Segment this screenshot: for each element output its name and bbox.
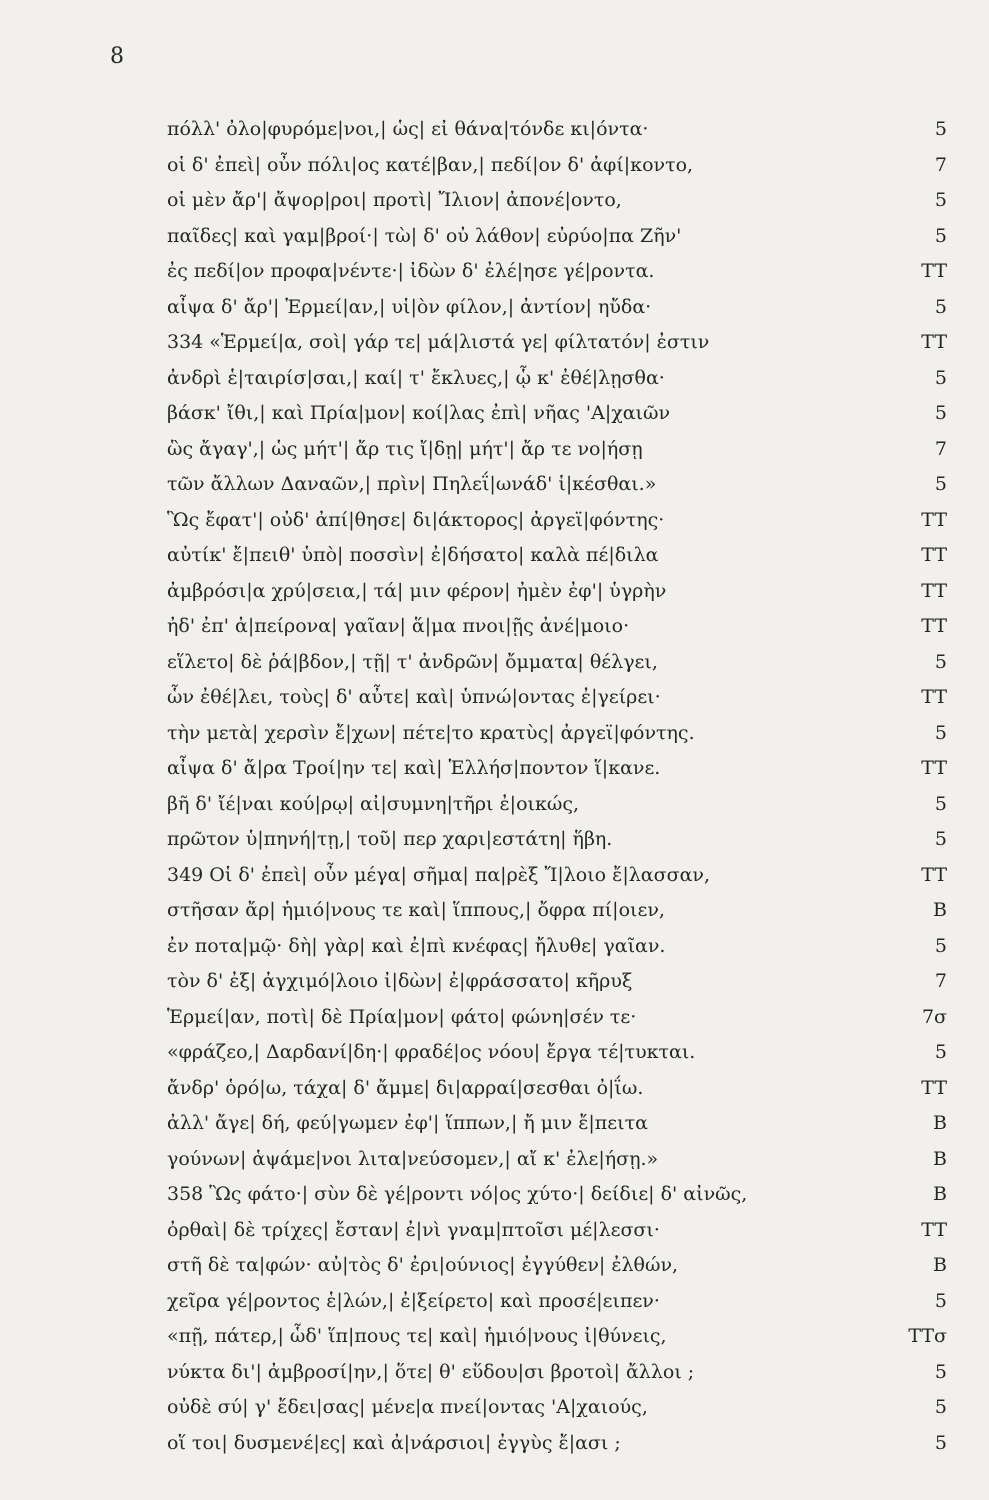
verse-line	[167, 1035, 947, 1071]
verse-text: ὧν ἐθέ|λει, τοὺς| δ' αὖτε| καὶ| ὑπνώ|οντας ἐ|γείρει·	[167, 686, 661, 708]
verse-text: ἄνδρ' ὁρό|ω, τάχα| δ' ἄμμε| δι|αρραί|σεσθαι ὀ|ΐω.	[167, 1076, 644, 1099]
meter-mark: TT	[921, 757, 947, 779]
verse-text: ἐς πεδί|ον προφα|νέντε·| ἰδὼν δ' ἐλέ|ησε γέ|ροντα.	[167, 260, 655, 282]
verse-line	[167, 467, 947, 503]
meter-mark: TTσ	[908, 1325, 947, 1347]
meter-mark: 7	[934, 437, 947, 460]
meter-mark: TT	[921, 331, 947, 353]
meter-mark: TT	[921, 615, 947, 637]
verse-line	[167, 325, 947, 361]
verse-text: χεῖρα γέ|ροντος ἑ|λών,| ἐ|ξείρετο| καὶ προσέ|ειπεν·	[167, 1289, 660, 1312]
meter-mark: 5	[934, 402, 947, 424]
verse-text: αἶψα δ' ἄρ'| Ἑρμεί|αν,| υἱ|ὸν φίλον,| ἀντίον| ηὔδα·	[167, 295, 652, 318]
verse-text: ἠδ' ἐπ' ἀ|πείρονα| γαῖαν| ἅ|μα πνοι|ῇς ἀνέ|μοιο·	[167, 615, 630, 637]
meter-mark: 5	[934, 1041, 947, 1063]
verse-text: νύκτα δι'| ἀμβροσί|ην,| ὅτε| θ' εὕδου|σι βροτοὶ| ἄλλοι ;	[167, 1360, 695, 1383]
verse-text: 334 «Ἑρμεί|α, σοὶ| γάρ τε| μά|λιστά γε| φίλτατόν| ἐστιν	[167, 331, 710, 353]
page-number: 8	[110, 44, 124, 69]
meter-mark: 7σ	[921, 1005, 947, 1028]
meter-mark: 5	[934, 1396, 947, 1418]
meter-mark: 7	[934, 153, 947, 176]
verse-text: τῶν ἄλλων Δαναῶν,| πρὶν| Πηλεΐ|ωνάδ' ἱ|κέσθαι.»	[167, 473, 657, 495]
meter-mark: 5	[934, 721, 947, 744]
verse-block	[167, 112, 947, 1461]
meter-mark: B	[933, 1147, 947, 1170]
verse-text: στῆσαν ἄρ| ἡμιό|νους τε καὶ| ἵππους,| ὄφρα πί|οιεν,	[167, 899, 665, 921]
verse-line	[167, 1177, 947, 1213]
verse-line	[167, 148, 947, 184]
verse-text: βάσκ' ἴθι,| καὶ Πρία|μον| κοί|λας ἐπὶ| νῆας 'Α|χαιῶν	[167, 402, 671, 424]
meter-mark: 5	[934, 1360, 947, 1383]
verse-text: οἱ μὲν ἄρ'| ἄψορ|ροι| προτὶ| Ἴλιον| ἀπονέ|οντο,	[167, 189, 622, 211]
verse-text: βῆ δ' ἴέ|ναι κού|ρῳ| αἰ|συμνη|τῆρι ἐ|οικώς,	[167, 792, 580, 815]
verse-line	[167, 1355, 947, 1391]
verse-line	[167, 1106, 947, 1142]
verse-line	[167, 1426, 947, 1462]
verse-line	[167, 1390, 947, 1426]
verse-line	[167, 538, 947, 574]
meter-mark: TT	[921, 579, 947, 602]
meter-mark: TT	[921, 508, 947, 531]
meter-mark: 5	[934, 792, 947, 815]
verse-text: πρῶτον ὑ|πηνή|τῃ,| τοῦ| περ χαρι|εστάτη| ἥβη.	[167, 828, 613, 850]
verse-text: γούνων| ἁψάμε|νοι λιτα|νεύσομεν,| αἴ κ' ἐλε|ήσῃ.»	[167, 1147, 659, 1170]
verse-text: πόλλ' ὀλο|φυρόμε|νοι,| ὡς| εἰ θάνα|τόνδε κι|όντα·	[167, 118, 649, 140]
meter-mark: 5	[934, 366, 947, 389]
meter-mark: TT	[921, 686, 947, 708]
meter-mark: B	[933, 1183, 947, 1205]
verse-line	[167, 858, 947, 894]
verse-line	[167, 680, 947, 716]
verse-line	[167, 112, 947, 148]
verse-text: οὐδὲ σύ| γ' ἔδει|σας| μένε|α πνεί|οντας 'Α|χαιούς,	[167, 1396, 648, 1418]
verse-text: 349 Οἱ δ' ἐπεὶ| οὖν μέγα| σῆμα| πα|ρὲξ Ἴ|λοιο ἔ|λασσαν,	[167, 863, 710, 886]
verse-line	[167, 1000, 947, 1036]
verse-line	[167, 964, 947, 1000]
meter-mark: 5	[934, 650, 947, 673]
meter-mark: TT	[921, 1076, 947, 1099]
verse-text: ὣς ἄγαγ',| ὡς μήτ'| ἄρ τις ἴ|δῃ| μήτ'| ἄρ τε νο|ήσῃ	[167, 437, 643, 460]
verse-line	[167, 893, 947, 929]
verse-text: Ἑρμεί|αν, ποτὶ| δὲ Πρία|μον| φάτο| φώνη|σέν τε·	[167, 1005, 637, 1028]
meter-mark: 5	[934, 224, 947, 247]
meter-mark: 5	[934, 473, 947, 495]
verse-text: ἀνδρὶ ἑ|ταιρίσ|σαι,| καί| τ' ἔκλυες,| ᾧ κ' ἐθέ|λῃσθα·	[167, 366, 665, 389]
verse-text: εἵλετο| δὲ ῥά|βδον,| τῇ| τ' ἀνδρῶν| ὄμματα| θέλγει,	[167, 650, 658, 673]
verse-text: παῖδες| καὶ γαμ|βροί·| τὼ| δ' οὐ λάθον| εὐρύο|πα Ζῆν'	[167, 224, 682, 247]
meter-mark: TT	[921, 544, 947, 566]
verse-line	[167, 574, 947, 610]
meter-mark: TT	[921, 260, 947, 282]
meter-mark: B	[933, 899, 947, 921]
meter-mark: 5	[934, 828, 947, 850]
verse-text: Ὣς ἔφατ'| οὐδ' ἀπί|θησε| δι|άκτορος| ἀργεϊ|φόντης·	[167, 508, 665, 531]
verse-text: στῆ δὲ τα|φών· αὐ|τὸς δ' ἐρι|ούνιος| ἐγγύθεν| ἐλθών,	[167, 1254, 679, 1276]
meter-mark: 5	[934, 1289, 947, 1312]
verse-text: «πῇ, πάτερ,| ὧδ' ἵπ|πους τε| καὶ| ἡμιό|νους ἰ|θύνεις,	[167, 1325, 667, 1347]
verse-line	[167, 183, 947, 219]
meter-mark: 7	[934, 970, 947, 992]
meter-mark: 5	[934, 118, 947, 140]
meter-mark: B	[933, 1254, 947, 1276]
meter-mark: 5	[934, 934, 947, 957]
verse-line	[167, 290, 947, 326]
verse-line	[167, 219, 947, 255]
meter-mark: 5	[934, 1431, 947, 1454]
verse-line	[167, 1319, 947, 1355]
meter-mark: B	[933, 1112, 947, 1134]
verse-line	[167, 1248, 947, 1284]
verse-line	[167, 787, 947, 823]
verse-line	[167, 716, 947, 752]
verse-text: ἐν ποτα|μῷ· δὴ| γὰρ| καὶ ἐ|πὶ κνέφας| ἤλυθε| γαῖαν.	[167, 934, 666, 957]
verse-line	[167, 254, 947, 290]
verse-line	[167, 503, 947, 539]
verse-text: «φράζεο,| Δαρδανί|δη·| φραδέ|ος νόου| ἔργα τέ|τυκται.	[167, 1041, 696, 1063]
verse-line	[167, 361, 947, 397]
verse-text: αὐτίκ' ἔ|πειθ' ὑπὸ| ποσσὶν| ἐ|δήσατο| καλὰ πέ|διλα	[167, 544, 659, 566]
verse-line	[167, 645, 947, 681]
verse-line	[167, 1284, 947, 1320]
verse-text: ἀλλ' ἄγε| δή, φεύ|γωμεν ἐφ'| ἵππων,| ἤ μιν ἔ|πειτα	[167, 1112, 648, 1134]
verse-line	[167, 1213, 947, 1249]
verse-text: τὸν δ' ἐξ| ἀγχιμό|λοιο ἰ|δὼν| ἐ|φράσσατο| κῆρυξ	[167, 970, 633, 992]
verse-text: ὀρθαὶ| δὲ τρίχες| ἔσταν| ἐ|νὶ γναμ|πτοῖσι μέ|λεσσι·	[167, 1218, 660, 1241]
verse-line	[167, 396, 947, 432]
meter-mark: TT	[921, 863, 947, 886]
verse-line	[167, 432, 947, 468]
meter-mark: TT	[921, 1218, 947, 1241]
verse-text: οἵ τοι| δυσμενέ|ες| καὶ ἀ|νάρσιοι| ἐγγὺς ἔ|ασι ;	[167, 1431, 621, 1454]
verse-text: τὴν μετὰ| χερσὶν ἔ|χων| πέτε|το κρατὺς| ἀργεϊ|φόντης.	[167, 721, 695, 744]
verse-line	[167, 822, 947, 858]
verse-text: ἀμβρόσι|α χρύ|σεια,| τά| μιν φέρον| ἠμὲν ἐφ'| ὑγρὴν	[167, 579, 667, 602]
meter-mark: 5	[934, 189, 947, 211]
verse-text: 358 Ὣς φάτο·| σὺν δὲ γέ|ροντι νό|ος χύτο·| δείδιε| δ' αἰνῶς,	[167, 1183, 748, 1205]
verse-line	[167, 929, 947, 965]
verse-text: οἱ δ' ἐπεὶ| οὖν πόλι|ος κατέ|βαν,| πεδί|ον δ' ἀφί|κοντο,	[167, 153, 694, 176]
meter-mark: 5	[934, 295, 947, 318]
verse-line	[167, 751, 947, 787]
verse-line	[167, 609, 947, 645]
verse-line	[167, 1142, 947, 1178]
verse-text: αἶψα δ' ἄ|ρα Τροί|ην τε| καὶ| Ἑλλήσ|ποντον ἵ|κανε.	[167, 757, 661, 779]
verse-line	[167, 1071, 947, 1107]
